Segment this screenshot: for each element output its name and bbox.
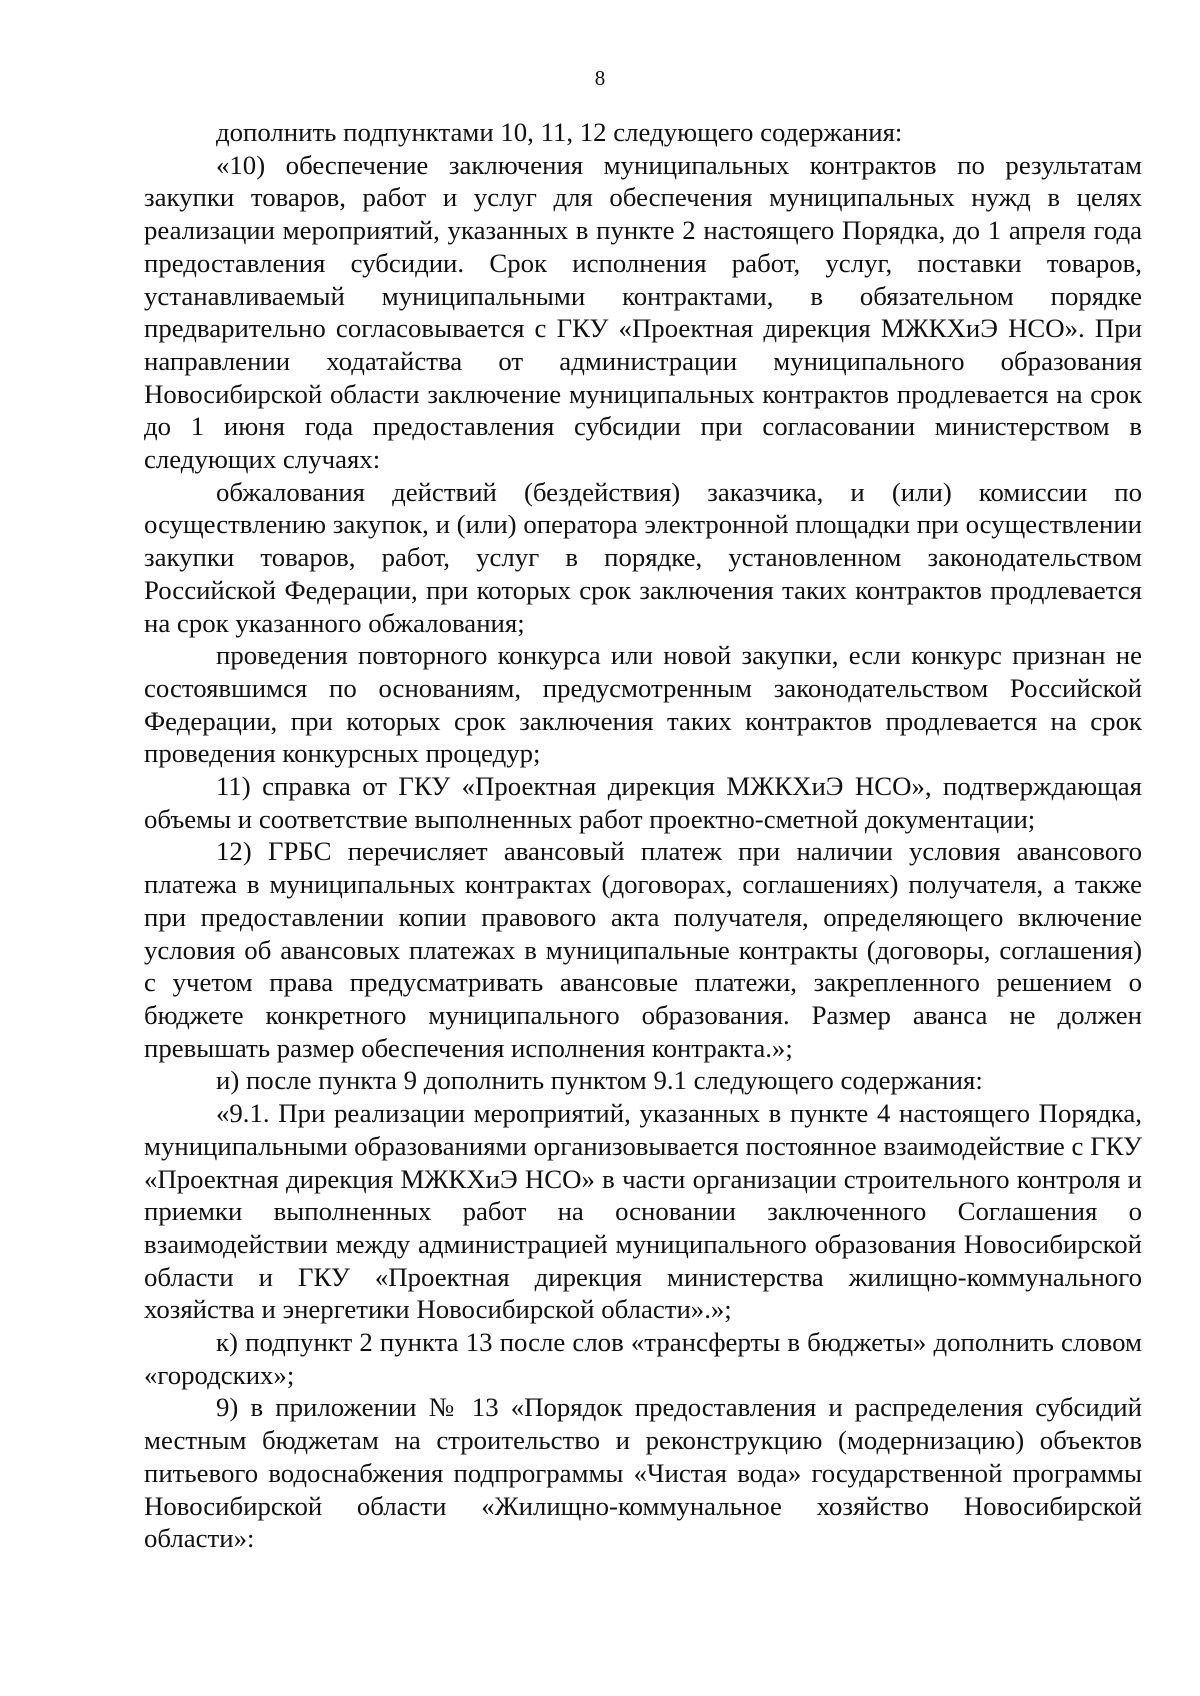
paragraph-appeal-case: обжалования действий (бездействия) заказчика, и (или) комиссии по осуществлению закупок, и (или) оператора электронной площадки при осуществлении закупки товаров, работ, услуг в порядке, установленном законодательством Российской Федерации, при которых срок заключения таких контрактов продлевается на срок указанного обжалования;: [144, 476, 1142, 638]
paragraph-subitem-12: 12) ГРБС перечисляет авансовый платеж при наличии условия авансового платежа в муниципальных контрактах (договорах, соглашениях) получателя, а также при предоставлении копии правового акта получателя, определяющего включение условия об авансовых платежах в муниципальные контракты (договоры, соглашения) с учетом права предусматривать авансовые платежи, закрепленного решением о бюджете конкретного муниципального образования. Размер аванса не должен превышать размер обеспечения исполнения контракта.»;: [144, 836, 1142, 1063]
paragraph-subitem-10: «10) обеспечение заключения муниципальных контрактов по результатам закупки товаров, работ и услуг для обеспечения муниципальных нужд в целях реализации мероприятий, указанных в пункте 2 настоящего Порядка, до 1 апреля года предоставления субсидии. Срок исполнения работ, услуг, поставки товаров, устанавливаемый муниципальными контрактами, в обязательном порядке предварительно согласовывается с ГКУ «Проектная дирекция МЖКХиЭ НСО». При направлении ходатайства от администрации муниципального образования Новосибирской области заключение муниципальных контрактов продлевается на срок до 1 июня года предоставления субсидии при согласовании министерством в следующих случаях:: [144, 149, 1142, 475]
paragraph-item-k: к) подпункт 2 пункта 13 после слов «трансферты в бюджеты» дополнить словом «городских»;: [144, 1327, 1142, 1390]
page-number: 8: [594, 66, 606, 90]
paragraph-point-9-1: «9.1. При реализации мероприятий, указанных в пункте 4 настоящего Порядка, муниципальными образованиями организовывается постоянное взаимодействие с ГКУ «Проектная дирекция МЖКХиЭ НСО» в части организации строительного контроля и приемки выполненных работ на основании заключенного Соглашения о взаимодействии между администрацией муниципального образования Новосибирской области и ГКУ «Проектная дирекция министерства жилищно-коммунального хозяйства и энергетики Новосибирской области».»;: [144, 1098, 1142, 1325]
paragraph-intro: дополнить подпунктами 10, 11, 12 следующего содержания:: [216, 117, 903, 147]
paragraph-item-i: и) после пункта 9 дополнить пунктом 9.1 следующего содержания:: [216, 1065, 983, 1096]
paragraph-subitem-11: 11) справка от ГКУ «Проектная дирекция МЖКХиЭ НСО», подтверждающая объемы и соответствие выполненных работ проектно-сметной документации;: [144, 771, 1142, 834]
paragraph-item-9-appendix-13: 9) в приложении № 13 «Порядок предоставления и распределения субсидий местным бюджетам на строительство и реконструкцию (модернизацию) объектов питьевого водоснабжения подпрограммы «Чистая вода» государственной программы Новосибирской области «Жилищно-коммунальное хозяйство Новосибирской области»:: [144, 1392, 1142, 1554]
paragraph-repeat-tender-case: проведения повторного конкурса или новой закупки, если конкурс признан не состоявшимся по основаниям, предусмотренным законодательством Российской Федерации, при которых срок заключения таких контрактов продлевается на срок проведения конкурсных процедур;: [144, 640, 1142, 769]
document-body: [144, 116, 1142, 1555]
